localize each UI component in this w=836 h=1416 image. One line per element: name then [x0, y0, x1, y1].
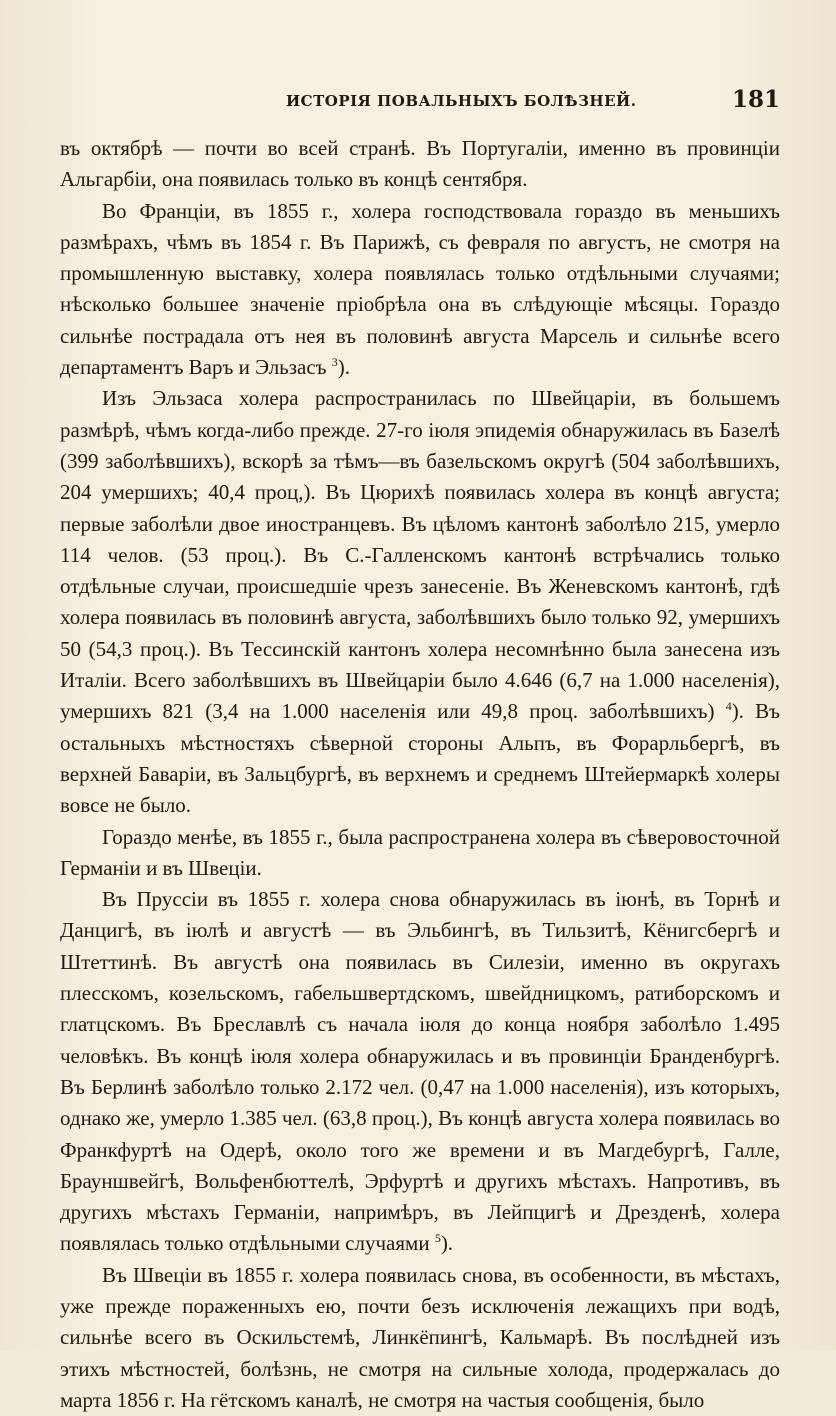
- paragraph-text: Гораздо менѣе, въ 1855 г., была распространена холера въ сѣверовосточной Германіи и въ Швеціи.: [60, 824, 780, 880]
- footnote-marker: 3: [331, 355, 338, 370]
- paragraph: [60, 1260, 780, 1416]
- paragraph-tail: ).: [337, 355, 351, 380]
- paragraph: [60, 133, 780, 196]
- paragraph-text: Въ Пруссіи въ 1855 г. холера снова обнаружилась въ іюнѣ, въ Торнѣ и Данцигѣ, въ іюлѣ и августѣ — въ Эльбингѣ, въ Тильзитѣ, Кёнигсбергѣ и Штеттинѣ. Въ августѣ она появилась въ Силезіи, именно въ округахъ плесскомъ, козельскомъ, габельшвертдскомъ, швейдницкомъ, ратиборскомъ и глатцскомъ. Въ Бреславлѣ съ начала іюля до конца ноября заболѣло 1.495 человѣкъ. Въ концѣ іюля холера обнаружилась и въ провинціи Бранденбургѣ. Въ Берлинѣ заболѣло только 2.172 чел. (0,47 на 1.000 населенія), изъ которыхъ, однако же, умерло 1.385 чел. (63,8 проц.), Въ концѣ августа холера появилась во Франкфуртѣ на Одерѣ, около того же времени и въ Магдебургѣ, Галле, Брауншвейгѣ, Вольфенбюттелѣ, Эрфуртѣ и другихъ мѣстахъ. Напротивъ, въ другихъ мѣстахъ Германіи, напримѣръ, въ Лейпцигѣ и Дрезденѣ, холера появлялась только отдѣльными случаями: [60, 887, 780, 1256]
- paragraph-text: въ октябрѣ — почти во всей странѣ. Въ Португаліи, именно въ провинціи Альгарбіи, она появилась только въ концѣ сентября.: [60, 136, 780, 192]
- paragraph-text: Изъ Эльзаса холера распространилась по Швейцаріи, въ большемъ размѣрѣ, чѣмъ когда-либо прежде. 27-го іюля эпидемія обнаружилась въ Базелѣ (399 заболѣвшихъ), вскорѣ за тѣмъ—въ базельскомъ округѣ (504 заболѣвшихъ, 204 умершихъ; 40,4 проц,). Въ Цюрихѣ появилась холера въ концѣ августа; первые заболѣли двое иностранцевъ. Въ цѣломъ кантонѣ заболѣло 215, умерло 114 челов. (53 проц.). Въ С.-Галленскомъ кантонѣ встрѣчались только отдѣльные случаи, происшедшіе чрезъ занесеніе. Въ Женевскомъ кантонѣ, гдѣ холера появилась въ половинѣ августа, заболѣвшихъ было только 92, умершихъ 50 (54,3 проц.). Въ Тессинскій кантонъ холера несомнѣнно была занесена изъ Италіи. Всего заболѣвшихъ въ Швейцаріи было 4.646 (6,7 на 1.000 населенія), умершихъ 821 (3,4 на 1.000 населенія или 49,8 проц. заболѣвшихъ): [60, 386, 780, 724]
- page-number: 181: [731, 86, 780, 113]
- paragraph-tail: ). Въ остальныхъ мѣстностяхъ сѣверной стороны Альпъ, въ Форарльбергѣ, въ верхней Баваріи, въ Зальцбургѣ, въ верхнемъ и среднемъ Штейермаркѣ холеры вовсе не было.: [60, 699, 781, 818]
- paragraph: [60, 884, 780, 1260]
- paragraph-tail: ).: [440, 1231, 454, 1256]
- running-title: ИСТОРІЯ ПОВАЛЬНЫХЪ БОЛѢЗНЕЙ.: [286, 92, 637, 110]
- footnote-marker: 4: [725, 699, 732, 714]
- paragraph: [60, 196, 780, 384]
- paragraph-text: Во Франціи, въ 1855 г., холера господствовала гораздо въ меньшихъ размѣрахъ, чѣмъ въ 1854 г. Въ Парижѣ, съ февраля по августъ, не смотря на промышленную выставку, холера появлялась только отдѣльными случаями; нѣсколько большее значеніе пріобрѣла она въ слѣдующіе мѣсяцы. Гораздо сильнѣе пострадала отъ нея въ половинѣ августа Марсель и сильнѣе всего департаментъ Варъ и Эльзасъ: [60, 198, 780, 380]
- paragraph: [60, 383, 780, 821]
- running-header: [60, 86, 780, 120]
- body-text: [60, 133, 780, 1416]
- paragraph: [60, 822, 780, 885]
- footnote-marker: 5: [434, 1231, 441, 1246]
- paragraph-text: Въ Швеціи въ 1855 г. холера появилась снова, въ особенности, въ мѣстахъ, уже прежде пораженныхъ ею, почти безъ исключенія лежащихъ при водѣ, сильнѣе всего въ Оскильстемѣ, Линкёпингѣ, Кальмарѣ. Въ послѣдней изъ этихъ мѣстностей, болѣзнь, не смотря на сильные холода, продержалась до марта 1856 г. На гётскомъ каналѣ, не смотря на частыя сообщенія, было: [60, 1262, 780, 1412]
